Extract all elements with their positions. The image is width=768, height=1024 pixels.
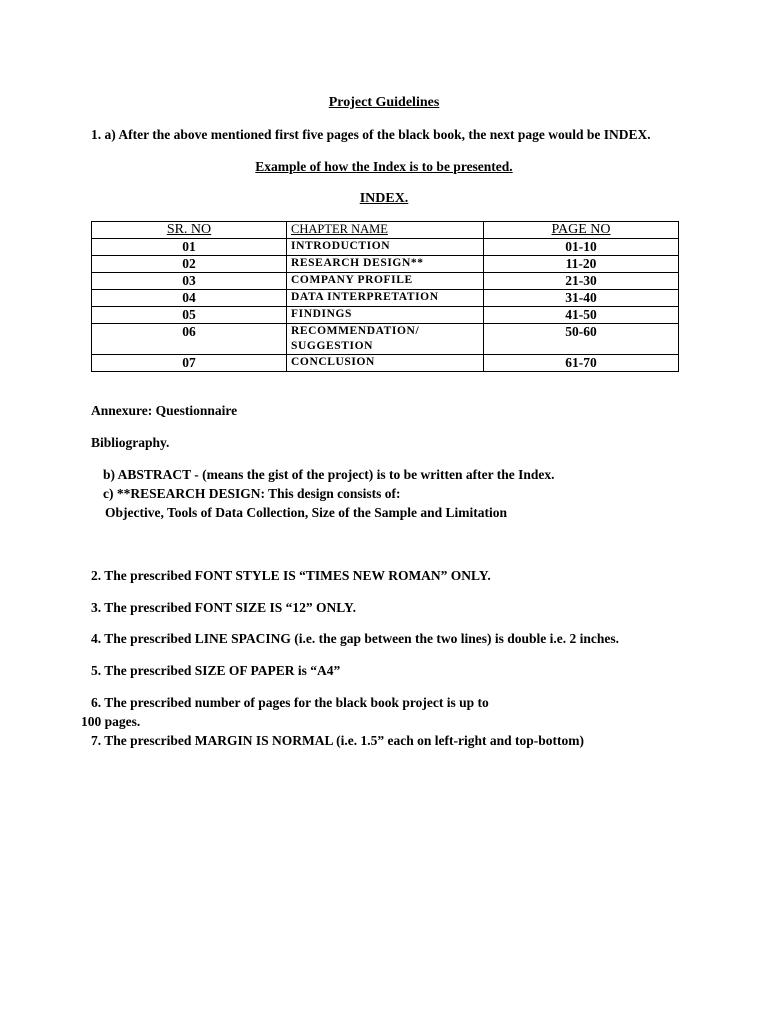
table-row bbox=[92, 256, 679, 273]
row-sr-no: 02 bbox=[92, 256, 287, 273]
point-5: 5. The prescribed SIZE OF PAPER is “A4” bbox=[91, 663, 341, 678]
row-chapter-name: DATA INTERPRETATION bbox=[287, 290, 484, 307]
row-chapter-name: RESEARCH DESIGN** bbox=[287, 256, 484, 273]
row-page-no: 21-30 bbox=[484, 273, 679, 290]
row-sr-no: 05 bbox=[92, 307, 287, 324]
point-1c: c) **RESEARCH DESIGN: This design consists of: bbox=[103, 486, 401, 501]
point-1b: b) ABSTRACT - (means the gist of the project) is to be written after the Index. bbox=[103, 467, 555, 482]
point-7: 7. The prescribed MARGIN IS NORMAL (i.e. 1.5” each on left-right and top-bottom) bbox=[91, 733, 584, 748]
row-page-no: 50-60 bbox=[484, 324, 679, 355]
row-sr-no: 07 bbox=[92, 355, 287, 372]
row-sr-no: 01 bbox=[92, 239, 287, 256]
row-chapter-name: INTRODUCTION bbox=[287, 239, 484, 256]
table-header-row bbox=[92, 222, 679, 239]
row-chapter-name: COMPANY PROFILE bbox=[287, 273, 484, 290]
page-title: Project Guidelines bbox=[328, 95, 440, 110]
row-sr-no: 03 bbox=[92, 273, 287, 290]
index-table bbox=[91, 221, 679, 372]
point-1a: 1. a) After the above mentioned first five pages of the black book, the next page would be INDEX. bbox=[91, 127, 651, 142]
table-row bbox=[92, 355, 679, 372]
row-page-no: 61-70 bbox=[484, 355, 679, 372]
table-row bbox=[92, 290, 679, 307]
point-1c-detail: Objective, Tools of Data Collection, Size of the Sample and Limitation bbox=[105, 505, 507, 520]
annexure-line: Annexure: Questionnaire bbox=[91, 403, 238, 418]
row-page-no: 31-40 bbox=[484, 290, 679, 307]
header-page-no: PAGE NO bbox=[484, 222, 679, 239]
header-chapter-name: CHAPTER NAME bbox=[287, 222, 484, 239]
point-6-line-1: 6. The prescribed number of pages for the black book project is up to bbox=[91, 695, 489, 710]
table-row bbox=[92, 273, 679, 290]
point-6-line-2: 100 pages. bbox=[81, 714, 141, 729]
row-page-no: 01-10 bbox=[484, 239, 679, 256]
table-row bbox=[92, 324, 679, 355]
row-page-no: 41-50 bbox=[484, 307, 679, 324]
point-4: 4. The prescribed LINE SPACING (i.e. the gap between the two lines) is double i.e. 2 inches. bbox=[91, 631, 620, 646]
row-chapter-name: CONCLUSION bbox=[287, 355, 484, 372]
table-row bbox=[92, 307, 679, 324]
point-2: 2. The prescribed FONT STYLE IS “TIMES NEW ROMAN” ONLY. bbox=[91, 568, 491, 583]
row-sr-no: 06 bbox=[92, 324, 287, 355]
index-heading: INDEX. bbox=[359, 191, 409, 206]
chapter-name-line-2: SUGGESTION bbox=[291, 340, 374, 352]
bibliography-line: Bibliography. bbox=[91, 435, 170, 450]
row-page-no: 11-20 bbox=[484, 256, 679, 273]
point-3: 3. The prescribed FONT SIZE IS “12” ONLY. bbox=[91, 600, 356, 615]
row-sr-no: 04 bbox=[92, 290, 287, 307]
table-row bbox=[92, 239, 679, 256]
example-caption: Example of how the Index is to be presented. bbox=[255, 159, 513, 174]
row-chapter-name: FINDINGS bbox=[287, 307, 484, 324]
header-sr-no: SR. NO bbox=[92, 222, 287, 239]
row-chapter-name bbox=[287, 324, 484, 355]
chapter-name-line-1: RECOMMENDATION/ bbox=[291, 325, 420, 337]
